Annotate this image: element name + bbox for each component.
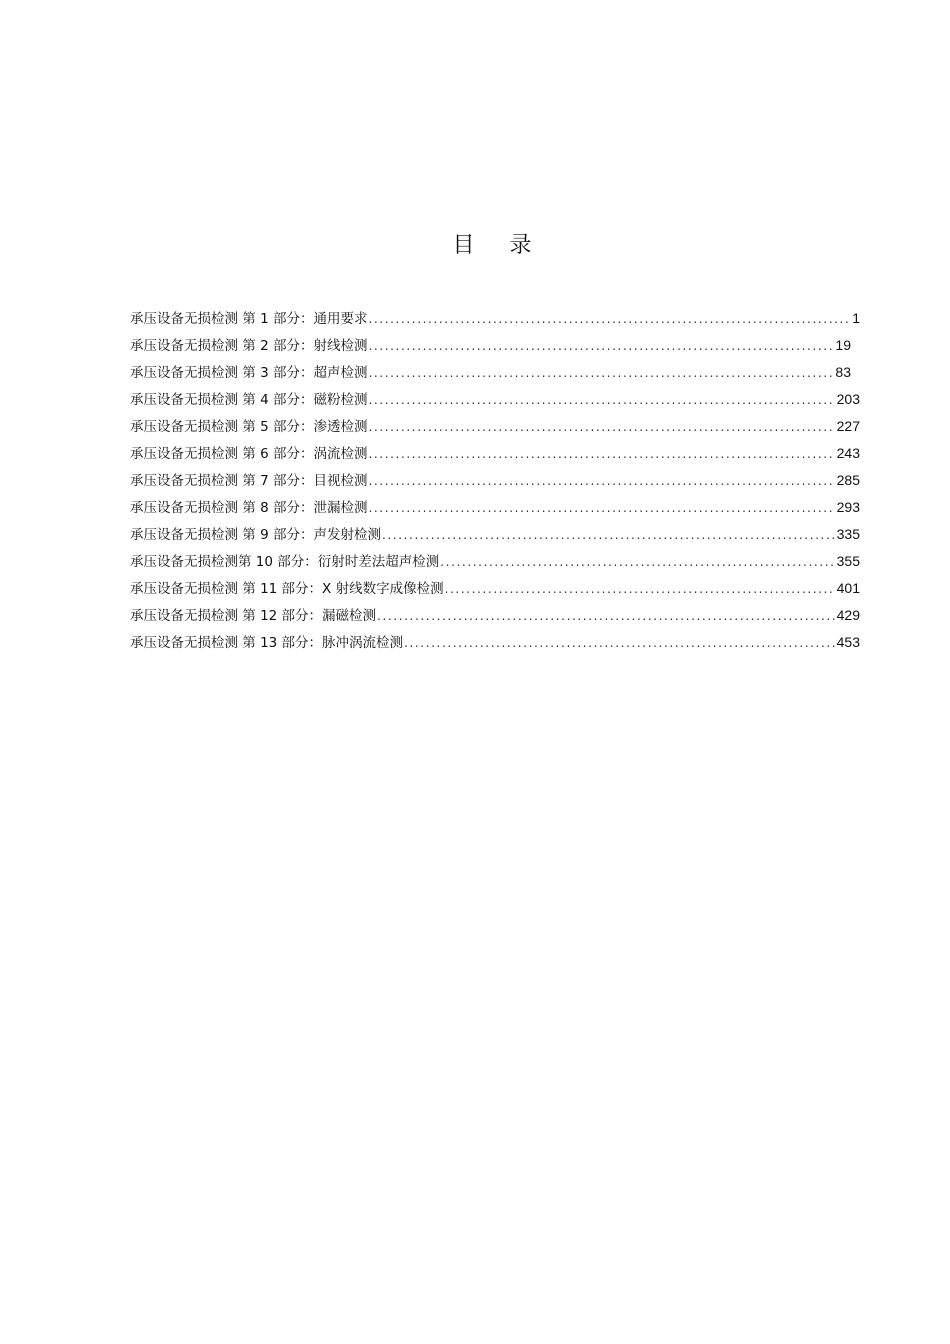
toc-entry-page-number: 285: [836, 472, 860, 488]
toc-entry[interactable]: [130, 469, 860, 496]
dot-leader: [368, 470, 834, 492]
toc-entry-label: 承压设备无损检测 第 6 部分：涡流检测: [130, 446, 368, 462]
toc-entry-page-number: 83: [835, 364, 851, 380]
toc-entry-label: 承压设备无损检测 第 9 部分：声发射检测: [130, 527, 381, 543]
toc-entry-page-number: 19: [835, 337, 851, 353]
toc-entry-page-number: 243: [836, 445, 860, 461]
toc-entry-label: 承压设备无损检测 第 7 部分：目视检测: [130, 473, 368, 489]
dot-leader: [368, 443, 834, 465]
dot-leader: [440, 551, 834, 573]
toc-entry[interactable]: [130, 496, 860, 523]
toc-entry-label: 承压设备无损检测 第 3 部分：超声检测: [130, 365, 368, 381]
toc-entry-page-number: 293: [836, 499, 860, 515]
dot-leader: [377, 605, 835, 627]
toc-entry[interactable]: [130, 361, 860, 388]
toc-entry-label: 承压设备无损检测 第 8 部分：泄漏检测: [130, 500, 368, 516]
toc-entry[interactable]: [130, 334, 860, 361]
toc-title: 目 录: [452, 233, 546, 258]
toc-entry-page-number: 203: [836, 391, 860, 407]
toc-entry-page-number: 355: [836, 553, 860, 569]
toc-entry-label: 承压设备无损检测第 10 部分：衍射时差法超声检测: [130, 554, 440, 570]
toc-entry[interactable]: [130, 604, 860, 631]
toc-entry-page-number: 401: [836, 580, 860, 596]
dot-leader: [445, 578, 835, 600]
dot-leader: [368, 416, 834, 438]
dot-leader: [368, 497, 834, 519]
toc-entry[interactable]: [130, 523, 860, 550]
toc-entry[interactable]: [130, 388, 860, 415]
toc-entry[interactable]: [130, 415, 860, 442]
toc-entry-label: 承压设备无损检测 第 13 部分：脉冲涡流检测: [130, 635, 404, 651]
dot-leader: [368, 389, 834, 411]
toc-entry-label: 承压设备无损检测 第 1 部分：通用要求: [130, 311, 368, 327]
dot-leader: [368, 335, 833, 357]
toc-entry-page-number: 453: [836, 634, 860, 650]
toc-entry-page-number: 227: [836, 418, 860, 434]
toc-entry-page-number: 1: [852, 310, 860, 326]
toc-entry-page-number: 335: [836, 526, 860, 542]
toc-entry-label: 承压设备无损检测 第 4 部分：磁粉检测: [130, 392, 368, 408]
toc-entry[interactable]: [130, 550, 860, 577]
toc-entry-label: 承压设备无损检测 第 12 部分：漏磁检测: [130, 608, 377, 624]
dot-leader: [368, 308, 850, 330]
toc-entry-label: 承压设备无损检测 第 5 部分：渗透检测: [130, 419, 368, 435]
toc-entry[interactable]: [130, 631, 860, 658]
toc-entry[interactable]: [130, 307, 860, 334]
dot-leader: [382, 524, 835, 546]
dot-leader: [404, 632, 835, 654]
toc-entry-label: 承压设备无损检测 第 2 部分：射线检测: [130, 338, 368, 354]
dot-leader: [368, 362, 833, 384]
toc-list: [130, 307, 860, 658]
toc-entry[interactable]: [130, 442, 860, 469]
toc-entry-page-number: 429: [836, 607, 860, 623]
toc-entry-label: 承压设备无损检测 第 11 部分：X 射线数字成像检测: [130, 581, 444, 597]
toc-entry[interactable]: [130, 577, 860, 604]
